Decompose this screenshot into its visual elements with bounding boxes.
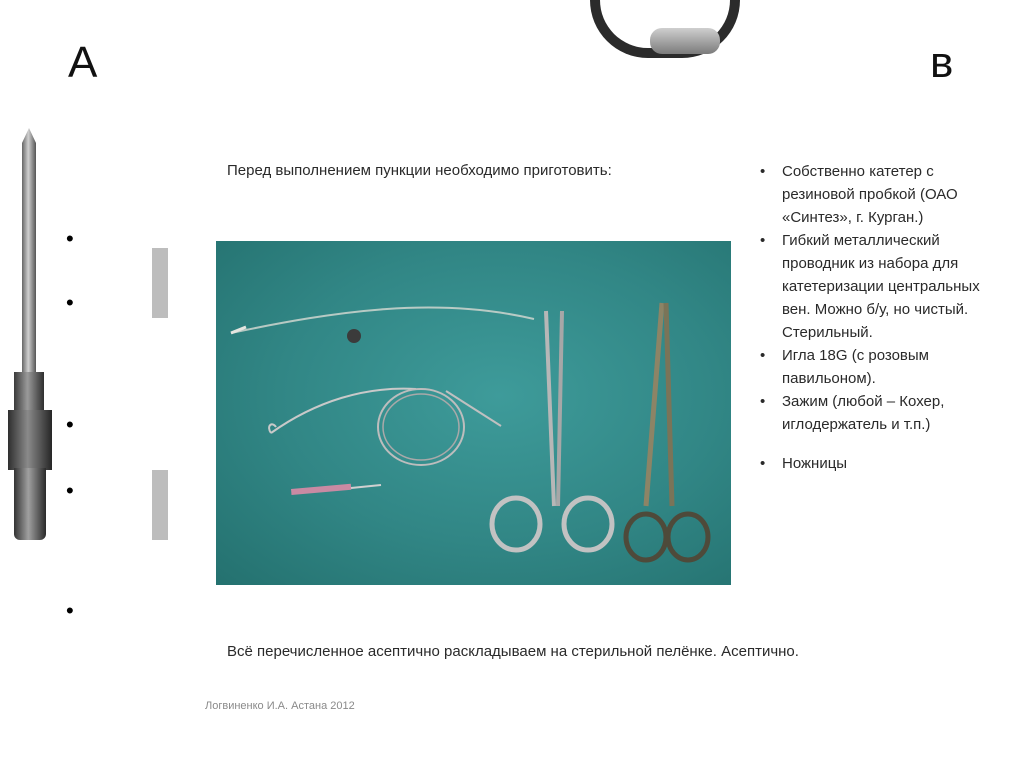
- stethoscope-head: [650, 28, 720, 54]
- card-heading: Перед выполнением пункции необходимо приготовить:: [227, 162, 612, 179]
- list-item: • Игла 18G (с розовым павильоном).: [760, 344, 990, 390]
- slide-bullet-5: •: [66, 598, 74, 623]
- footer-note: Всё перечисленное асептично раскладываем на стерильной пелёнке. Асептично.: [227, 643, 799, 660]
- needle-shaft: [22, 128, 36, 378]
- slide-bullet-2: •: [66, 290, 74, 315]
- list-item: • Собственно катетер с резиновой пробкой (ОАО «Синтез», г. Курган.): [760, 160, 990, 229]
- needle-hub-lower: [14, 468, 46, 540]
- partial-image-edge: [152, 248, 168, 318]
- instruments-drawing: [216, 241, 731, 585]
- slide-title-right-fragment: в: [930, 38, 954, 87]
- list-item: • Гибкий металлический проводник из набора для катетеризации центральных вен. Можно б/у, но чистый. Стерильный.: [760, 229, 990, 344]
- list-item: • Зажим (любой – Кохер, иглодержатель и т.п.): [760, 390, 990, 436]
- partial-image-edge: [152, 470, 168, 540]
- list-item: • Ножницы: [760, 452, 990, 475]
- slide-bullet-1: •: [66, 226, 74, 251]
- needle-hub-middle: [8, 410, 52, 470]
- supplies-list: [760, 160, 990, 475]
- author-credit: Логвиненко И.А. Астана 2012: [205, 700, 355, 712]
- slide-bullet-3: •: [66, 412, 74, 437]
- slide-bullet-4: •: [66, 478, 74, 503]
- needle-hub-upper: [14, 372, 44, 412]
- slide-title-left-fragment: А: [68, 38, 98, 87]
- instruments-photo: [216, 241, 731, 585]
